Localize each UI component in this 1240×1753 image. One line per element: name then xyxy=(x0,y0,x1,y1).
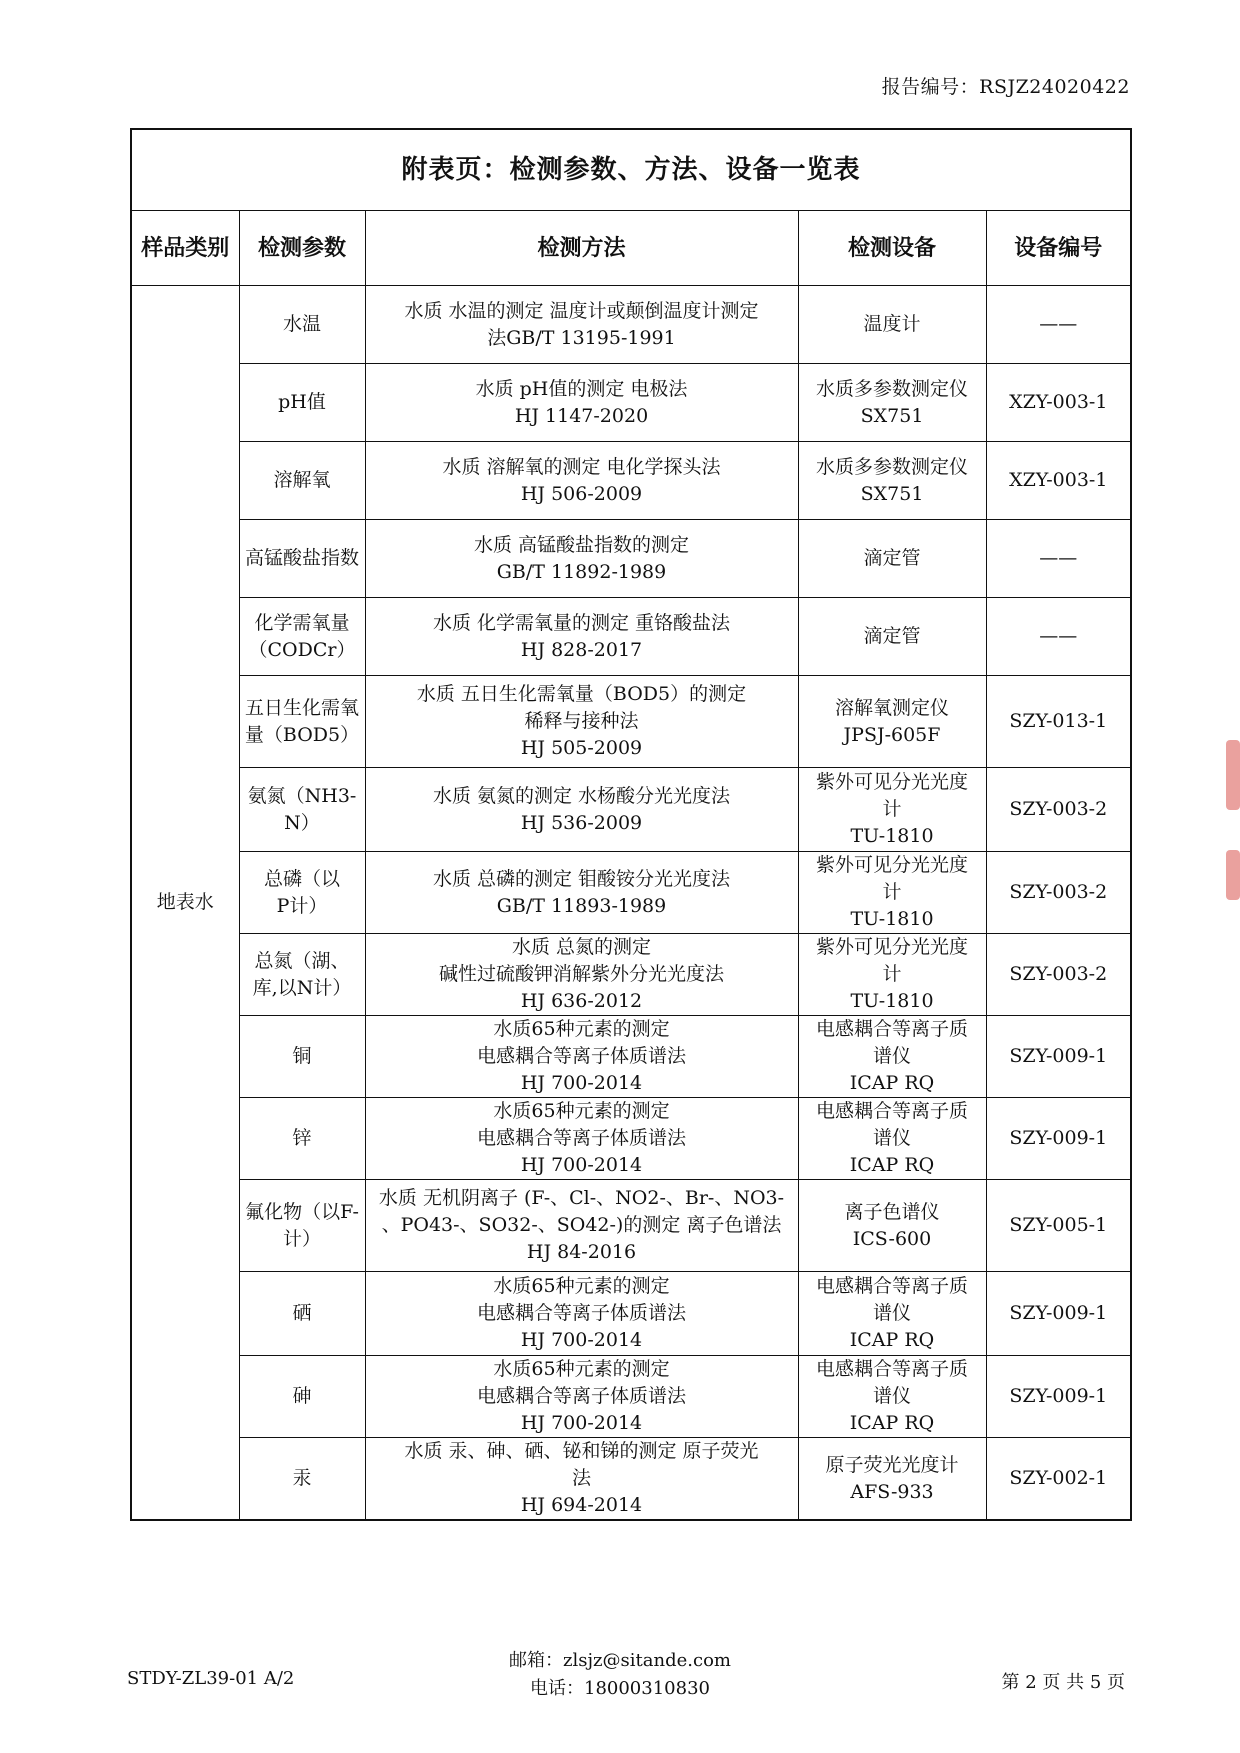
equipment-cell-line: 计 xyxy=(882,881,902,903)
method-cell-line: 水质 无机阴离子 (F-、Cl-、NO2-、Br-、NO3- xyxy=(378,1187,785,1209)
parameter-cell-line: pH值 xyxy=(278,391,326,413)
equipment-cell-line: TU-1810 xyxy=(850,825,934,847)
equipment-cell xyxy=(798,676,986,768)
method-cell xyxy=(365,676,798,768)
equipment-cell xyxy=(798,1356,986,1438)
parameter-cell-line: 计） xyxy=(282,1227,321,1250)
equipment-number-cell: —— xyxy=(986,520,1131,598)
parameter-cell xyxy=(239,934,365,1016)
table-row xyxy=(131,442,1131,520)
equipment-cell-line: 电感耦合等离子质 xyxy=(815,1018,968,1040)
method-cell xyxy=(365,442,798,520)
table-row xyxy=(131,768,1131,852)
equipment-number-cell: SZY-009-1 xyxy=(986,1016,1131,1098)
equipment-number-cell: SZY-013-1 xyxy=(986,676,1131,768)
header-equipment-number: 设备编号 xyxy=(986,211,1131,286)
parameter-cell-line: （CODCr） xyxy=(248,638,356,661)
table-row xyxy=(131,1356,1131,1438)
equipment-cell-line: SX751 xyxy=(860,482,924,505)
method-cell xyxy=(365,1180,798,1272)
table-row xyxy=(131,286,1131,364)
method-cell-line: GB/T 11893-1989 xyxy=(496,894,667,917)
table-row xyxy=(131,520,1131,598)
method-cell-line: HJ 506-2009 xyxy=(520,482,643,505)
parameter-cell-line: 水温 xyxy=(282,313,321,335)
equipment-cell-line: 计 xyxy=(882,798,902,820)
header-test-equipment: 检测设备 xyxy=(798,211,986,286)
equipment-cell xyxy=(798,1098,986,1180)
method-cell-line: 电感耦合等离子体质谱法 xyxy=(476,1045,686,1067)
parameter-cell-line: 硒 xyxy=(292,1302,312,1324)
equipment-cell-line: 谱仪 xyxy=(872,1127,911,1149)
method-cell-line: HJ 1147-2020 xyxy=(514,404,649,427)
header-test-parameter: 检测参数 xyxy=(239,211,365,286)
table-row xyxy=(131,676,1131,768)
parameter-cell-line: 氨氮（NH3- xyxy=(247,784,357,807)
equipment-cell-line: 温度计 xyxy=(863,313,921,335)
equipment-cell xyxy=(798,364,986,442)
method-cell-line: HJ 828-2017 xyxy=(520,638,643,661)
parameter-cell xyxy=(239,768,365,852)
equipment-cell xyxy=(798,520,986,598)
equipment-cell-line: 紫外可见分光光度 xyxy=(815,936,968,958)
parameter-cell-line: 铜 xyxy=(292,1045,312,1067)
method-cell-line: 水质 高锰酸盐指数的测定 xyxy=(473,533,690,556)
equipment-cell xyxy=(798,1180,986,1272)
red-stamp-mark xyxy=(1226,850,1240,900)
method-cell-line: 电感耦合等离子体质谱法 xyxy=(476,1127,686,1149)
equipment-cell-line: 离子色谱仪 xyxy=(844,1200,940,1223)
parameter-cell-line: 总氮（湖、 xyxy=(254,949,350,972)
equipment-number-cell: SZY-003-2 xyxy=(986,852,1131,934)
equipment-cell xyxy=(798,598,986,676)
method-cell xyxy=(365,598,798,676)
parameter-cell xyxy=(239,852,365,934)
parameter-cell-line: N） xyxy=(284,811,320,834)
method-cell xyxy=(365,520,798,598)
red-stamp-mark xyxy=(1226,740,1240,810)
method-cell-line: 水质 pH值的测定 电极法 xyxy=(475,377,688,400)
equipment-number-cell: XZY-003-1 xyxy=(986,364,1131,442)
equipment-cell-line: TU-1810 xyxy=(850,908,934,930)
parameter-cell-line: 总磷（以 xyxy=(263,867,340,890)
parameter-cell xyxy=(239,364,365,442)
method-cell-line: HJ 536-2009 xyxy=(520,811,643,834)
method-cell xyxy=(365,1272,798,1356)
parameter-cell-line: 氟化物（以F- xyxy=(245,1200,359,1223)
method-cell-line: 水质 溶解氧的测定 电化学探头法 xyxy=(442,455,721,478)
equipment-cell-line: ICAP RQ xyxy=(849,1329,935,1351)
method-cell-line: 、PO43-、SO32-、SO42-)的测定 离子色谱法 xyxy=(381,1214,782,1236)
equipment-cell-line: 谱仪 xyxy=(872,1385,911,1407)
equipment-number-cell: SZY-003-2 xyxy=(986,768,1131,852)
method-cell-line: 法 xyxy=(571,1467,591,1489)
method-cell-line: HJ 694-2014 xyxy=(520,1494,643,1516)
method-cell-line: 水质 氨氮的测定 水杨酸分光光度法 xyxy=(432,784,731,807)
method-cell xyxy=(365,364,798,442)
parameter-cell-line: 溶解氧 xyxy=(273,469,331,491)
parameter-table xyxy=(130,128,1132,1521)
method-cell xyxy=(365,934,798,1016)
method-cell xyxy=(365,1098,798,1180)
parameter-cell xyxy=(239,286,365,364)
header-test-method: 检测方法 xyxy=(365,211,798,286)
parameter-cell xyxy=(239,1016,365,1098)
parameter-cell-line: 量（BOD5） xyxy=(244,723,360,746)
equipment-cell-line: 紫外可见分光光度 xyxy=(815,854,968,876)
method-cell-line: 水质65种元素的测定 xyxy=(493,1100,670,1122)
table-row xyxy=(131,934,1131,1016)
method-cell-line: 稀释与接种法 xyxy=(524,710,639,732)
table-row xyxy=(131,1272,1131,1356)
method-cell-line: 水质65种元素的测定 xyxy=(493,1018,670,1040)
equipment-number-cell: SZY-003-2 xyxy=(986,934,1131,1016)
method-cell xyxy=(365,768,798,852)
method-cell-line: HJ 700-2014 xyxy=(520,1412,643,1434)
equipment-number-cell: SZY-009-1 xyxy=(986,1272,1131,1356)
parameter-cell xyxy=(239,598,365,676)
equipment-number-cell: SZY-005-1 xyxy=(986,1180,1131,1272)
method-cell xyxy=(365,1438,798,1521)
sample-category-cell: 地表水 xyxy=(131,286,239,1521)
equipment-cell-line: 水质多参数测定仪 xyxy=(815,377,968,400)
equipment-cell-line: 溶解氧测定仪 xyxy=(834,696,949,719)
table-row xyxy=(131,1438,1131,1521)
table-row xyxy=(131,1098,1131,1180)
equipment-cell-line: TU-1810 xyxy=(850,990,934,1012)
equipment-cell-line: ICAP RQ xyxy=(849,1154,935,1176)
parameter-cell xyxy=(239,676,365,768)
table-row xyxy=(131,1180,1131,1272)
equipment-cell-line: ICAP RQ xyxy=(849,1072,935,1094)
equipment-cell-line: 滴定管 xyxy=(863,625,921,647)
method-cell-line: HJ 700-2014 xyxy=(520,1072,643,1094)
method-cell-line: 水质 总氮的测定 xyxy=(511,936,652,958)
method-cell-line: 水质 五日生化需氧量（BOD5）的测定 xyxy=(416,683,747,705)
page-number: 第 2 页 共 5 页 xyxy=(1001,1672,1125,1693)
parameter-cell xyxy=(239,520,365,598)
method-cell-line: HJ 700-2014 xyxy=(520,1154,643,1176)
equipment-cell xyxy=(798,442,986,520)
equipment-cell-line: ICAP RQ xyxy=(849,1412,935,1434)
equipment-cell-line: ICS-600 xyxy=(852,1227,932,1250)
header-sample-category: 样品类别 xyxy=(131,211,239,286)
equipment-cell-line: 电感耦合等离子质 xyxy=(815,1275,968,1297)
method-cell-line: 水质 总磷的测定 钼酸铵分光光度法 xyxy=(432,867,731,890)
equipment-cell xyxy=(798,1272,986,1356)
equipment-number-cell: SZY-002-1 xyxy=(986,1438,1131,1521)
parameter-cell xyxy=(239,1180,365,1272)
method-cell-line: HJ 700-2014 xyxy=(520,1329,643,1351)
method-cell-line: 水质65种元素的测定 xyxy=(493,1275,670,1297)
equipment-cell xyxy=(798,286,986,364)
equipment-cell-line: AFS-933 xyxy=(850,1480,934,1503)
method-cell-line: HJ 636-2012 xyxy=(520,990,643,1012)
table-row xyxy=(131,598,1131,676)
parameter-cell-line: 汞 xyxy=(292,1467,312,1489)
parameter-cell xyxy=(239,1438,365,1521)
method-cell-line: 水质65种元素的测定 xyxy=(493,1358,670,1380)
method-cell-line: 法GB/T 13195-1991 xyxy=(487,326,676,349)
equipment-cell-line: 谱仪 xyxy=(872,1045,911,1067)
table-row xyxy=(131,1016,1131,1098)
method-cell-line: 水质 水温的测定 温度计或颠倒温度计测定 xyxy=(404,299,759,322)
method-cell-line: HJ 84-2016 xyxy=(526,1241,637,1263)
method-cell xyxy=(365,852,798,934)
equipment-cell xyxy=(798,1016,986,1098)
equipment-cell-line: 滴定管 xyxy=(863,547,921,569)
equipment-cell-line: 谱仪 xyxy=(872,1302,911,1324)
parameter-cell xyxy=(239,1272,365,1356)
table-row xyxy=(131,852,1131,934)
method-cell-line: 电感耦合等离子体质谱法 xyxy=(476,1385,686,1407)
method-cell-line: HJ 505-2009 xyxy=(520,737,643,759)
parameter-cell-line: 锌 xyxy=(292,1127,312,1149)
equipment-number-cell: XZY-003-1 xyxy=(986,442,1131,520)
method-cell-line: GB/T 11892-1989 xyxy=(496,560,667,583)
parameter-cell xyxy=(239,1356,365,1438)
equipment-cell-line: JPSJ-605F xyxy=(843,723,941,746)
equipment-cell xyxy=(798,1438,986,1521)
method-cell xyxy=(365,286,798,364)
parameter-cell-line: 库,以N计） xyxy=(252,976,352,999)
parameter-cell-line: 化学需氧量 xyxy=(254,611,350,634)
equipment-cell xyxy=(798,934,986,1016)
method-cell xyxy=(365,1356,798,1438)
document-code: STDY-ZL39-01 A/2 xyxy=(127,1668,295,1689)
parameter-cell-line: 砷 xyxy=(292,1385,312,1407)
parameter-cell xyxy=(239,442,365,520)
equipment-cell xyxy=(798,768,986,852)
method-cell-line: 水质 化学需氧量的测定 重铬酸盐法 xyxy=(432,611,731,634)
equipment-cell-line: 水质多参数测定仪 xyxy=(815,455,968,478)
equipment-number-cell: SZY-009-1 xyxy=(986,1098,1131,1180)
equipment-cell-line: 电感耦合等离子质 xyxy=(815,1100,968,1122)
contact-phone: 电话：18000310830 xyxy=(530,1678,710,1699)
equipment-number-cell: SZY-009-1 xyxy=(986,1356,1131,1438)
equipment-cell-line: 计 xyxy=(882,963,902,985)
equipment-number-cell: —— xyxy=(986,598,1131,676)
method-cell-line: 碱性过硫酸钾消解紫外分光光度法 xyxy=(438,963,724,985)
table-row xyxy=(131,364,1131,442)
equipment-cell-line: 原子荧光光度计 xyxy=(825,1453,959,1476)
equipment-cell-line: 紫外可见分光光度 xyxy=(815,771,968,793)
equipment-cell xyxy=(798,852,986,934)
equipment-cell-line: 电感耦合等离子质 xyxy=(815,1358,968,1380)
parameter-cell xyxy=(239,1098,365,1180)
parameter-cell-line: P计） xyxy=(276,894,328,917)
method-cell xyxy=(365,1016,798,1098)
parameter-cell-line: 五日生化需氧 xyxy=(244,696,359,719)
method-cell-line: 电感耦合等离子体质谱法 xyxy=(476,1302,686,1324)
method-cell-line: 水质 汞、砷、硒、铋和锑的测定 原子荧光 xyxy=(404,1440,759,1462)
parameter-cell-line: 高锰酸盐指数 xyxy=(244,547,359,569)
table-title: 附表页：检测参数、方法、设备一览表 xyxy=(131,129,1131,211)
equipment-cell-line: SX751 xyxy=(860,404,924,427)
contact-email: 邮箱：zlsjz@sitande.com xyxy=(509,1650,731,1671)
report-number: 报告编号：RSJZ24020422 xyxy=(881,76,1130,98)
equipment-number-cell: —— xyxy=(986,286,1131,364)
